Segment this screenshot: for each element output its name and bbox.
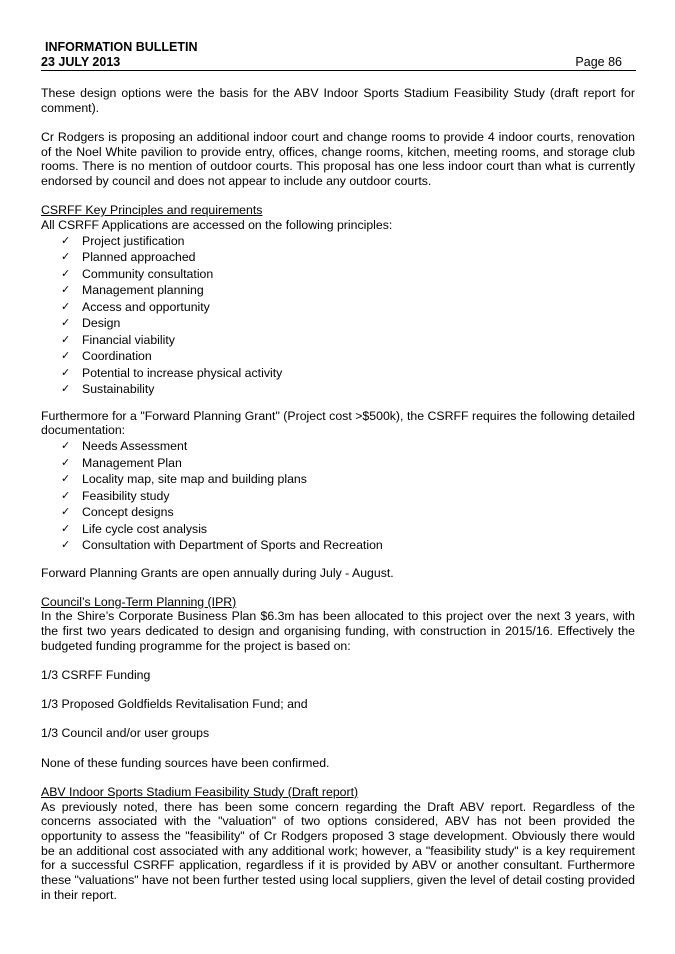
checklist-item-label: Community consultation — [82, 266, 214, 281]
checkmark-icon: ✓ — [61, 250, 71, 264]
checkmark-icon: ✓ — [61, 283, 71, 297]
checklist-item-label: Planned approached — [82, 250, 196, 265]
ipr-text: In the Shire’s Corporate Business Plan $6.3m has been allocated to this project over the next 3 years, with the first two years dedicated to design and organising funding, with construction in 2015/16. Effectively the budgeted funding programme for the project is based on: — [41, 609, 635, 653]
checklist-item — [41, 438, 635, 455]
checklist-item — [41, 537, 635, 554]
checkmark-icon: ✓ — [61, 472, 71, 486]
funding-item: 1/3 Council and/or user groups — [41, 726, 210, 741]
checklist-item — [41, 521, 635, 538]
abv-text: As previously noted, there has been some concern regarding the Draft ABV report. Regardless of the concerns associated with the "valuation" of two options considered, ABV has not been provided the opportunity to assess the "feasibility" of Cr Rodgers proposed 3 stage development. Obviously there would be an additional cost associated with any additional work; however, a "feasibility study" is a key requirement for a successful CSRFF application, regardless if it is provided by ABV or another consultant. Furthermore these "valuations" have not been further tested using local suppliers, given the level of detail costing provided in their report. — [41, 799, 635, 902]
checklist-item — [41, 455, 635, 472]
document-body — [41, 86, 635, 902]
checkmark-icon: ✓ — [61, 505, 71, 519]
paragraph-rodgers-proposal: Cr Rodgers is proposing an additional indoor court and change rooms to provide 4 indoor courts, renovation of the Noel White pavilion to provide entry, offices, change rooms, kitchen, meeting rooms, and storage club rooms. There is no mention of outdoor courts. This proposal has one less indoor court than what is currently endorsed by council and does not appear to include any outdoor courts. — [41, 129, 635, 189]
funding-note: None of these funding sources have been confirmed. — [41, 755, 330, 770]
checklist-item — [41, 348, 635, 365]
checklist-item — [41, 471, 635, 488]
checkmark-icon: ✓ — [61, 365, 71, 379]
checklist-item-label: Design — [82, 316, 121, 331]
checklist-item-label: Sustainability — [82, 382, 155, 397]
checkmark-icon: ✓ — [61, 299, 71, 313]
checklist-item — [41, 332, 635, 349]
checklist-item — [41, 299, 635, 316]
checkmark-icon: ✓ — [61, 439, 71, 453]
funding-item: 1/3 CSRFF Funding — [41, 668, 151, 683]
checkmark-icon: ✓ — [61, 455, 71, 469]
header-divider — [41, 70, 636, 71]
heading-abv: ABV Indoor Sports Stadium Feasibility Study (Draft report) — [41, 784, 359, 799]
checkmark-icon: ✓ — [61, 349, 71, 363]
checkmark-icon: ✓ — [61, 316, 71, 330]
checklist-item-label: Potential to increase physical activity — [82, 365, 283, 380]
checklist-item-label: Life cycle cost analysis — [82, 521, 208, 536]
checklist-item-label: Financial viability — [82, 332, 175, 347]
checklist-item-label: Project justification — [82, 233, 185, 248]
checkmark-icon: ✓ — [61, 538, 71, 552]
checklist-item — [41, 315, 635, 332]
checklist-item-label: Management planning — [82, 283, 204, 298]
documentation-list — [41, 438, 635, 554]
bulletin-title: INFORMATION BULLETIN — [45, 40, 198, 54]
paragraph-design-options: These design options were the basis for the ABV Indoor Sports Stadium Feasibility Study (draft report for comment). — [41, 86, 635, 115]
checklist-item-label: Access and opportunity — [82, 299, 210, 314]
csrff-intro: All CSRFF Applications are accessed on the following principles: — [41, 217, 393, 232]
checkmark-icon: ✓ — [61, 332, 71, 346]
checklist-item — [41, 504, 635, 521]
bulletin-date: 23 JULY 2013 — [41, 55, 121, 69]
checkmark-icon: ✓ — [61, 266, 71, 280]
checklist-item — [41, 266, 635, 283]
checklist-item-label: Management Plan — [82, 455, 182, 470]
heading-csrff: CSRFF Key Principles and requirements — [41, 203, 263, 218]
checkmark-icon: ✓ — [61, 233, 71, 247]
checklist-item — [41, 249, 635, 266]
forward-planning-intro: Furthermore for a "Forward Planning Grant" (Project cost >$500k), the CSRFF requires the following detailed documentation: — [41, 408, 635, 438]
checkmark-icon: ✓ — [61, 521, 71, 535]
checkmark-icon: ✓ — [61, 382, 71, 396]
checkmark-icon: ✓ — [61, 488, 71, 502]
checklist-item — [41, 381, 635, 398]
checklist-item-label: Concept designs — [82, 505, 174, 520]
checklist-item — [41, 282, 635, 299]
checklist-item — [41, 233, 635, 250]
checklist-item-label: Needs Assessment — [82, 439, 188, 454]
page-number: Page 86 — [575, 55, 622, 69]
heading-ipr: Council’s Long-Term Planning (IPR) — [41, 594, 237, 609]
checklist-item-label: Consultation with Department of Sports and Recreation — [82, 538, 383, 553]
checklist-item — [41, 488, 635, 505]
checklist-item-label: Coordination — [82, 349, 152, 364]
funding-item: 1/3 Proposed Goldfields Revitalisation Fund; and — [41, 697, 308, 712]
principles-list — [41, 233, 635, 398]
checklist-item — [41, 365, 635, 382]
checklist-item-label: Locality map, site map and building plans — [82, 472, 307, 487]
checklist-item-label: Feasibility study — [82, 488, 170, 503]
forward-planning-open: Forward Planning Grants are open annually during July - August. — [41, 565, 394, 580]
